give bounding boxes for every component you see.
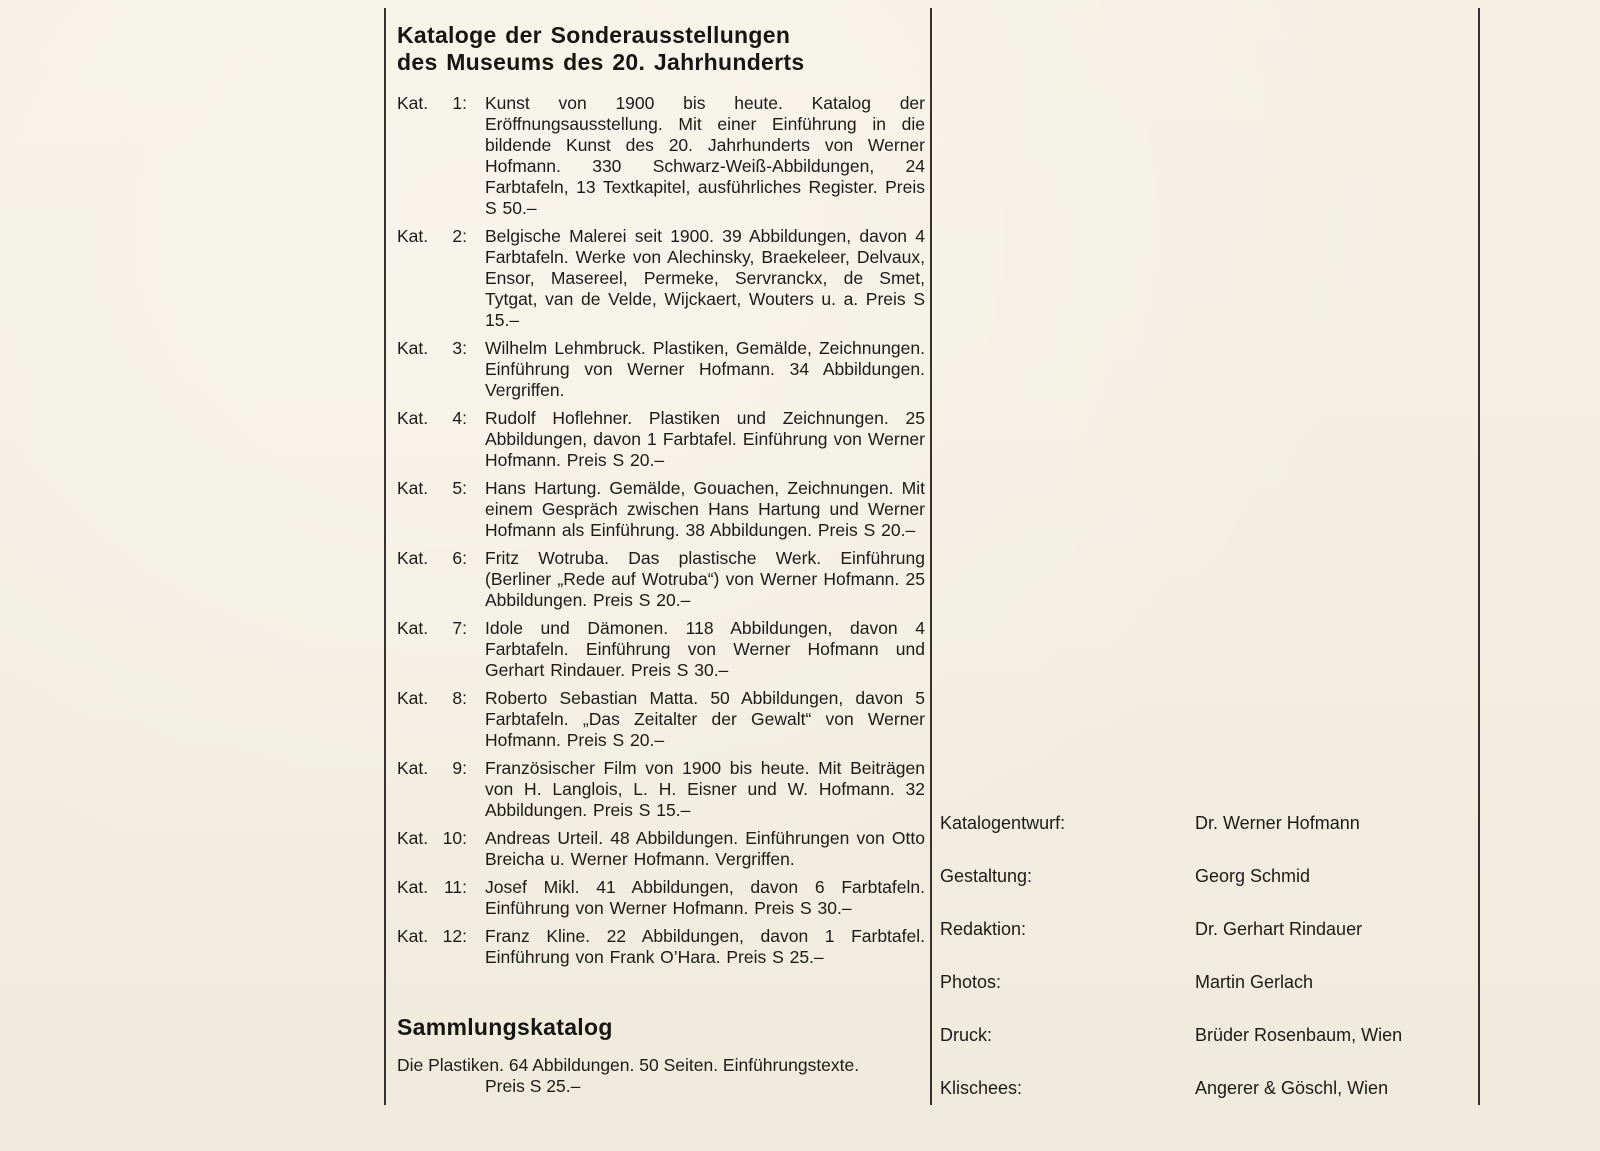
- catalog-entry: [397, 877, 925, 919]
- colophon-value: Brüder Rosenbaum, Wien: [1195, 1025, 1403, 1045]
- catalog-entry-text: Kunst von 1900 bis heute. Katalog der Eröffnungsausstellung. Mit einer Einführung in die bildende Kunst des 20. Jahrhunderts von Werner Hofmann. 330 Schwarz-Weiß-Abbildungen, 24 Farbtafeln, 13 Textkapitel, ausführliches Register. Preis S 50.–: [485, 93, 925, 218]
- catalog-entry-label: [397, 478, 467, 499]
- catalog-entry-text: Hans Hartung. Gemälde, Gouachen, Zeichnungen. Mit einem Gespräch zwischen Hans Hartung und Werner Hofmann als Einführung. 38 Abbildungen. Preis S 20.–: [485, 478, 925, 540]
- catalog-entry-text: Fritz Wotruba. Das plastische Werk. Einführung (Berliner „Rede auf Wotruba“) von Werner Hofmann. 25 Abbildungen. Preis S 20.–: [485, 548, 925, 610]
- colophon-label: Klischees:: [940, 1078, 1023, 1098]
- catalog-entry-label: [397, 618, 467, 639]
- catalog-entry-number: 4:: [452, 408, 467, 428]
- catalog-entry-number: 1:: [452, 93, 467, 113]
- catalog-entry-number: 9:: [452, 758, 467, 778]
- colophon: [940, 812, 1478, 1130]
- colophon-value: Dr. Gerhart Rindauer: [1195, 919, 1363, 939]
- page-title-line1: Kataloge der Sonderausstellungen: [397, 22, 791, 48]
- catalog-entry-number: 12:: [442, 926, 467, 946]
- colophon-label: Gestaltung:: [940, 866, 1033, 886]
- catalog-entry: [397, 338, 925, 401]
- catalog-entry-text: Wilhelm Lehmbruck. Plastiken, Gemälde, Zeichnungen. Einführung von Werner Hofmann. 34 Abbildungen. Vergriffen.: [485, 338, 925, 400]
- colophon-value: Martin Gerlach: [1195, 972, 1314, 992]
- page-title-line2: des Museums des 20. Jahrhunderts: [397, 49, 805, 75]
- catalog-entry-number: 7:: [452, 618, 467, 638]
- colophon-value: Dr. Werner Hofmann: [1195, 813, 1360, 833]
- colophon-row: [940, 865, 1478, 887]
- colophon-row: [940, 1024, 1478, 1046]
- page-title: [397, 22, 925, 76]
- colophon-label: Druck:: [940, 1025, 993, 1045]
- collection-catalog-block: [397, 1055, 925, 1097]
- catalog-entry: [397, 478, 925, 541]
- catalog-entry-label-prefix: Kat.: [397, 758, 429, 778]
- catalog-entry-label: [397, 877, 467, 898]
- catalog-entry-text: Idole und Dämonen. 118 Abbildungen, davon 4 Farbtafeln. Einführung von Werner Hofmann und Gerhart Rindauer. Preis S 30.–: [485, 618, 925, 680]
- catalog-entry-label-prefix: Kat.: [397, 828, 429, 848]
- colophon-row: [940, 918, 1478, 940]
- collection-catalog-price: Preis S 25.–: [485, 1076, 581, 1096]
- catalog-entry-text: Roberto Sebastian Matta. 50 Abbildungen, davon 5 Farbtafeln. „Das Zeitalter der Gewalt“ von Werner Hofmann. Preis S 20.–: [485, 688, 925, 750]
- collection-catalog-heading: Sammlungskatalog: [397, 1014, 613, 1040]
- catalog-entry: [397, 926, 925, 968]
- catalog-entry-text: Andreas Urteil. 48 Abbildungen. Einführungen von Otto Breicha u. Werner Hofmann. Vergriffen.: [485, 828, 925, 869]
- catalog-entry-label-prefix: Kat.: [397, 688, 429, 708]
- catalog-entry-label-prefix: Kat.: [397, 478, 429, 498]
- colophon-value: Georg Schmid: [1195, 866, 1311, 886]
- catalog-entry-number: 2:: [452, 226, 467, 246]
- colophon-row: [940, 971, 1478, 993]
- catalog-entry-text: Josef Mikl. 41 Abbildungen, davon 6 Farbtafeln. Einführung von Werner Hofmann. Preis S 30.–: [485, 877, 925, 918]
- catalog-entry-label-prefix: Kat.: [397, 877, 429, 897]
- catalog-entry-list: [397, 93, 925, 968]
- colophon-label: Redaktion:: [940, 919, 1027, 939]
- catalog-entry-text: Französischer Film von 1900 bis heute. Mit Beiträgen von H. Langlois, L. H. Eisner und W. Hofmann. 32 Abbildungen. Preis S 15.–: [485, 758, 925, 820]
- catalog-entry-label: [397, 758, 467, 779]
- column-rule-left: [384, 8, 386, 1105]
- catalog-entry: [397, 93, 925, 219]
- catalog-entry-label: [397, 548, 467, 569]
- catalog-entry: [397, 226, 925, 331]
- catalog-entry-label: [397, 926, 467, 947]
- catalog-entry-label: [397, 338, 467, 359]
- catalog-entry-number: 5:: [452, 478, 467, 498]
- catalog-entry-label: [397, 93, 467, 114]
- catalog-column: [397, 22, 925, 1097]
- catalog-entry-label-prefix: Kat.: [397, 618, 429, 638]
- colophon-label: Photos:: [940, 972, 1002, 992]
- column-rule-right: [1478, 8, 1480, 1105]
- catalog-entry-number: 10:: [442, 828, 467, 848]
- catalog-entry-number: 6:: [452, 548, 467, 568]
- catalog-entry: [397, 548, 925, 611]
- catalog-entry-label-prefix: Kat.: [397, 548, 429, 568]
- catalog-entry-number: 11:: [443, 877, 467, 897]
- column-rule-middle: [930, 8, 932, 1105]
- catalog-entry-label-prefix: Kat.: [397, 226, 429, 246]
- colophon-label: Katalogentwurf:: [940, 813, 1066, 833]
- catalog-entry: [397, 828, 925, 870]
- colophon-row: [940, 1077, 1478, 1099]
- colophon-value: Angerer & Göschl, Wien: [1195, 1078, 1389, 1098]
- catalog-entry-label-prefix: Kat.: [397, 338, 429, 358]
- catalog-entry: [397, 688, 925, 751]
- catalog-entry-label: [397, 688, 467, 709]
- catalog-entry-number: 3:: [452, 338, 467, 358]
- catalog-entry-text: Franz Kline. 22 Abbildungen, davon 1 Farbtafel. Einführung von Frank O’Hara. Preis S 25.–: [485, 926, 925, 967]
- catalog-entry-label-prefix: Kat.: [397, 93, 429, 113]
- catalog-entry: [397, 618, 925, 681]
- catalog-entry-text: Belgische Malerei seit 1900. 39 Abbildungen, davon 4 Farbtafeln. Werke von Alechinsky, Braekeleer, Delvaux, Ensor, Masereel, Permeke, Servranckx, de Smet, Tytgat, van de Velde, Wijckaert, Wouters u. a. Preis S 15.–: [485, 226, 925, 330]
- catalog-entry-label: [397, 408, 467, 429]
- catalog-entry-text: Rudolf Hoflehner. Plastiken und Zeichnungen. 25 Abbildungen, davon 1 Farbtafel. Einführung von Werner Hofmann. Preis S 20.–: [485, 408, 925, 470]
- catalog-entry: [397, 758, 925, 821]
- catalog-entry-label-prefix: Kat.: [397, 408, 429, 428]
- collection-catalog-description: Die Plastiken. 64 Abbildungen. 50 Seiten. Einführungstexte.: [397, 1055, 860, 1075]
- colophon-row: [940, 812, 1478, 834]
- catalog-entry-number: 8:: [452, 688, 467, 708]
- catalog-entry-label-prefix: Kat.: [397, 926, 429, 946]
- catalog-entry: [397, 408, 925, 471]
- catalog-entry-label: [397, 828, 467, 849]
- catalog-entry-label: [397, 226, 467, 247]
